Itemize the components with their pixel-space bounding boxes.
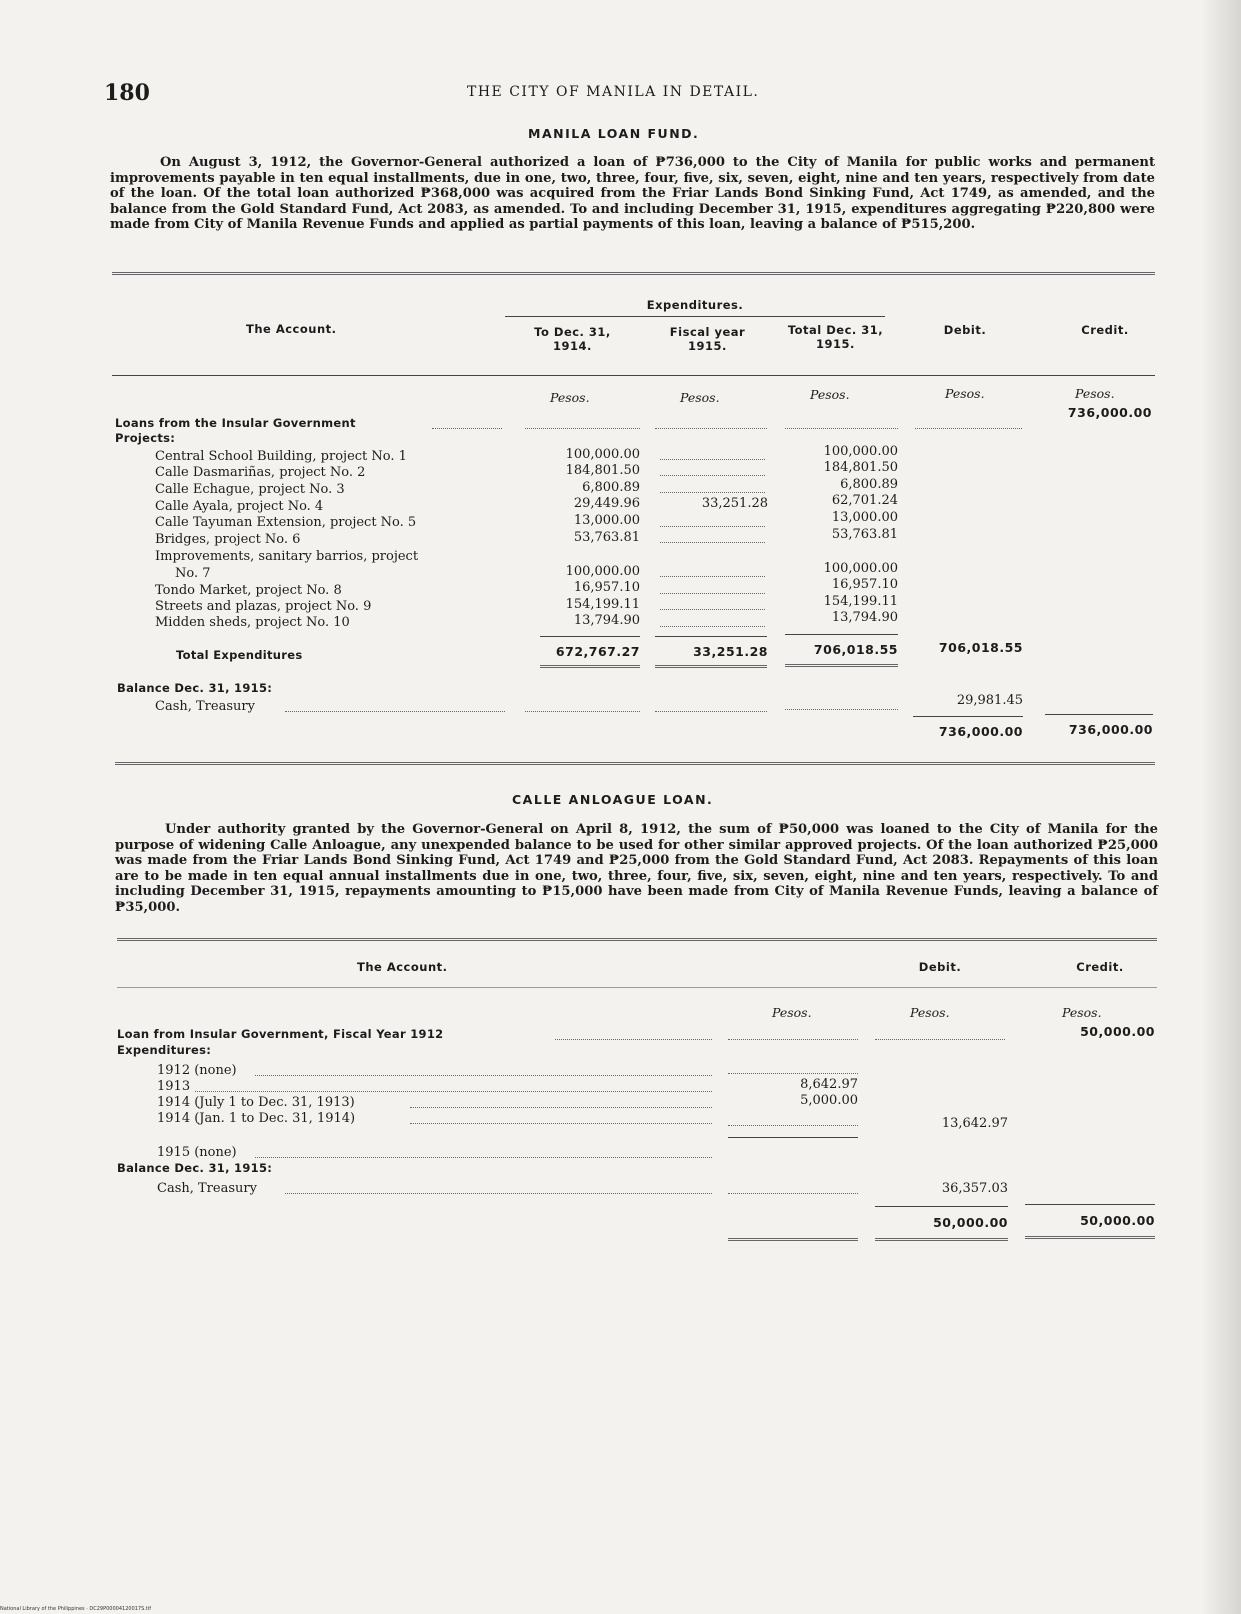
col-header-dec-1914: To Dec. 31, 1914. [534, 325, 611, 353]
dot-leader [728, 1125, 858, 1126]
col-header-expenditures: Expenditures. [646, 298, 744, 312]
loans-credit-value: 736,000.00 [1067, 405, 1152, 420]
col-header-debit: Debit. [943, 323, 987, 337]
col-header-account: The Account. [357, 960, 448, 974]
total-dec1915: 706,018.55 [813, 642, 898, 657]
total-fy1915: 33,251.28 [693, 644, 768, 659]
dot-leader [255, 1075, 712, 1076]
project-row-dec1914: 13,000.00 [573, 513, 640, 528]
rule-expenditures [505, 316, 885, 317]
col-header-debit: Debit. [918, 960, 962, 974]
cash-debit-value: 36,357.03 [941, 1181, 1008, 1196]
rule-total [728, 1238, 858, 1241]
project-row-label: Tondo Market, project No. 8 [155, 583, 342, 598]
project-row-dec1914: 29,449.96 [573, 496, 640, 511]
dot-leader [285, 1193, 712, 1194]
balance-label: Balance Dec. 31, 1915: [117, 1161, 273, 1175]
running-title: THE CITY OF MANILA IN DETAIL. [467, 84, 760, 100]
unit-label: Pesos. [1075, 386, 1115, 401]
rule-header-bottom [112, 375, 1155, 376]
rule-total [1025, 1236, 1155, 1239]
rule-sum [913, 716, 1023, 717]
col-header-credit: Credit. [1076, 960, 1124, 974]
dot-leader [915, 428, 1022, 429]
dot-leader [660, 526, 765, 527]
scan-shadow-edge [1201, 0, 1241, 1614]
project-row-total: 154,199.11 [823, 594, 898, 609]
dot-leader [432, 428, 502, 429]
dot-leader [660, 475, 765, 476]
unit-label: Pesos. [772, 1005, 812, 1020]
project-row-dec1914: 184,801.50 [565, 463, 640, 478]
rule-sum [1025, 1204, 1155, 1205]
unit-label: Pesos. [945, 386, 985, 401]
dot-leader [195, 1091, 712, 1092]
project-row-dec1914: 53,763.81 [573, 530, 640, 545]
total-expenditures-label: Total Expenditures [176, 648, 303, 662]
dot-leader [660, 576, 765, 577]
project-row-label: Calle Echague, project No. 3 [155, 482, 345, 497]
project-row-label: Bridges, project No. 6 [155, 532, 301, 547]
col-header-credit: Credit. [1081, 323, 1129, 337]
expenditures-label: Expenditures: [117, 1043, 212, 1057]
rule-divider [112, 272, 1155, 275]
project-row-total: 100,000.00 [823, 561, 898, 576]
project-row-dec1914: 13,794.90 [573, 613, 640, 628]
cash-treasury-label: Cash, Treasury [157, 1181, 257, 1196]
sum-debit: 50,000.00 [933, 1215, 1008, 1230]
sum-credit: 50,000.00 [1080, 1213, 1155, 1228]
col-header-total-1915: Total Dec. 31, 1915. [787, 323, 884, 351]
project-row-dec1914: 100,000.00 [565, 447, 640, 462]
rule-divider [115, 762, 1155, 765]
cash-treasury-label: Cash, Treasury [155, 699, 255, 714]
project-row-fy1915: 33,251.28 [701, 496, 768, 511]
sum-debit: 736,000.00 [938, 724, 1023, 739]
loan-insular-label: Loan from Insular Government, Fiscal Year 1912 [117, 1027, 444, 1041]
dot-leader [785, 709, 898, 710]
total-dec1914: 672,767.27 [555, 644, 640, 659]
dot-leader [410, 1107, 712, 1108]
col-header-fiscal-1915: Fiscal year 1915. [669, 325, 746, 353]
dot-leader [255, 1157, 712, 1158]
project-row-dec1914: 6,800.89 [582, 480, 640, 495]
project-row-total: 13,794.90 [831, 610, 898, 625]
dot-leader [660, 609, 765, 610]
dot-leader [785, 428, 898, 429]
rule-total [785, 664, 898, 667]
section-title-calle-anloague-loan: CALLE ANLOAGUE LOAN. [512, 792, 714, 807]
project-row-total: 13,000.00 [831, 510, 898, 525]
unit-label: Pesos. [1062, 1005, 1102, 1020]
page-number: 180 [104, 80, 150, 106]
expenditure-row-label: 1914 (July 1 to Dec. 31, 1913) [157, 1095, 355, 1110]
dot-leader [525, 428, 640, 429]
dot-leader [660, 593, 765, 594]
col-header-account: The Account. [246, 322, 337, 336]
project-row-label: Calle Dasmariñas, project No. 2 [155, 465, 366, 480]
total-debit: 706,018.55 [938, 640, 1023, 655]
section-paragraph: Under authority granted by the Governor-General on April 8, 1912, the sum of ₱50,000 was loaned to the City of Manila for the purpose of widening Calle Anloague, any unexpended balance to be used for other similar approved projects. Of the loan authorized ₱25,000 was made from the Friar Lands Bond Sinking Fund, Act 1749 and ₱25,000 from the Gold Standard Fund, Act 2083. Repayments of this loan are to be made in ten equal annual installments due in one, two, three, four, five, six, seven, eight, nine and ten years, respectively. To and including December 31, 1915, repayments amounting to ₱15,000 have been made from City of Manila Revenue Funds, leaving a balance of ₱35,000. [115, 822, 1158, 915]
unit-label: Pesos. [910, 1005, 950, 1020]
dot-leader [655, 711, 767, 712]
balance-label: Balance Dec. 31, 1915: [117, 681, 273, 695]
rule-sum [1045, 714, 1153, 715]
project-row-total: 53,763.81 [831, 527, 898, 542]
unit-label: Pesos. [810, 387, 850, 402]
section-title-manila-loan-fund: MANILA LOAN FUND. [528, 126, 700, 141]
rule-total [875, 1238, 1008, 1241]
expenditure-row-amount: 8,642.97 [800, 1077, 858, 1092]
rule-total [540, 665, 640, 668]
project-row-label: Streets and plazas, project No. 9 [155, 599, 372, 614]
rule-header-bottom [117, 987, 1157, 988]
dot-leader [728, 1193, 858, 1194]
project-row-label: Midden sheds, project No. 10 [155, 615, 350, 630]
project-row-label: Central School Building, project No. 1 [155, 449, 407, 464]
project-row-label: Improvements, sanitary barrios, project [155, 549, 419, 564]
project-row-total: 16,957.10 [831, 577, 898, 592]
dot-leader [655, 428, 767, 429]
project-row-dec1914: 154,199.11 [565, 597, 640, 612]
expenditure-row-amount: 5,000.00 [800, 1093, 858, 1108]
dot-leader [555, 1039, 712, 1040]
unit-label: Pesos. [680, 390, 720, 405]
dot-leader [660, 459, 765, 460]
expenditure-row-label: 1912 (none) [157, 1063, 237, 1078]
project-row-dec1914: 100,000.00 [565, 564, 640, 579]
rule-sum [875, 1206, 1008, 1207]
dot-leader [728, 1073, 858, 1074]
rule-subtotal [728, 1137, 858, 1138]
rule-subtotal [785, 634, 898, 635]
dot-leader [660, 492, 765, 493]
projects-label: Projects: [115, 431, 176, 445]
scan-credit-footer: National Library of the Philippines · DC29P00004120017S.tif [0, 1606, 151, 1612]
project-row-total: 62,701.24 [831, 493, 898, 508]
rule-divider [117, 938, 1157, 941]
project-row-dec1914: 16,957.10 [573, 580, 640, 595]
project-row-label: Calle Tayuman Extension, project No. 5 [155, 515, 417, 530]
expenditures-debit-value: 13,642.97 [941, 1116, 1008, 1131]
unit-label: Pesos. [550, 390, 590, 405]
dot-leader [728, 1039, 858, 1040]
section-paragraph: On August 3, 1912, the Governor-General authorized a loan of ₱736,000 to the City of Manila for public works and permanent improvements payable in ten equal installments, due in one, two, three, four, five, six, seven, eight, nine and ten years, respectively from date of the loan. Of the total loan authorized ₱368,000 was acquired from the Friar Lands Bond Sinking Fund, Act 1749, as amended, and the balance from the Gold Standard Fund, Act 2083, as amended. To and including December 31, 1915, expenditures aggregating ₱220,800 were made from City of Manila Revenue Funds and applied as partial payments of this loan, leaving a balance of ₱515,200. [110, 155, 1155, 233]
loan-credit-value: 50,000.00 [1080, 1024, 1155, 1039]
sum-credit: 736,000.00 [1068, 722, 1153, 737]
dot-leader [660, 626, 765, 627]
project-row-label: Calle Ayala, project No. 4 [155, 499, 324, 514]
expenditure-1915-label: 1915 (none) [157, 1145, 237, 1160]
dot-leader [660, 542, 765, 543]
project-row-total: 100,000.00 [823, 444, 898, 459]
dot-leader [875, 1039, 1005, 1040]
project-row-total: 6,800.89 [840, 477, 898, 492]
project-row-total: 184,801.50 [823, 460, 898, 475]
rule-total [655, 665, 767, 668]
dot-leader [525, 711, 640, 712]
loans-label: Loans from the Insular Government [115, 416, 356, 430]
rule-subtotal [655, 636, 767, 637]
project-row-label: No. 7 [175, 566, 211, 581]
rule-subtotal [540, 636, 640, 637]
dot-leader [410, 1123, 712, 1124]
cash-debit-value: 29,981.45 [956, 693, 1023, 708]
dot-leader [285, 711, 505, 712]
expenditure-row-label: 1914 (Jan. 1 to Dec. 31, 1914) [157, 1111, 356, 1126]
expenditure-row-label: 1913 [157, 1079, 191, 1094]
